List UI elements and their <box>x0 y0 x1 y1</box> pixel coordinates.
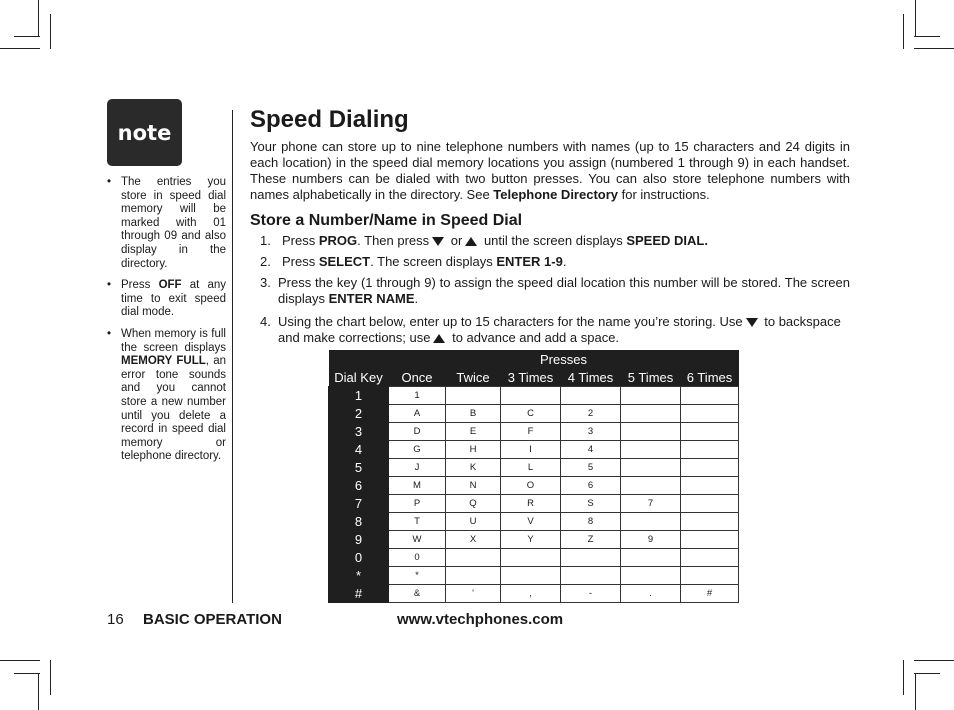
note-item: • Press OFF at any time to exit speed dial mode. <box>107 279 226 320</box>
table-cell <box>681 567 739 585</box>
table-cell <box>621 423 681 441</box>
table-cell: P <box>389 495 446 513</box>
crop-mark <box>38 673 39 710</box>
table-cell: 0 <box>389 549 446 567</box>
dial-key-cell: # <box>329 585 389 603</box>
dial-key-cell: 3 <box>329 423 389 441</box>
step-1: 1. Press PROG. Then press or until the screen displays SPEED DIAL. <box>260 233 708 248</box>
table-cell <box>681 441 739 459</box>
presses-header: Presses <box>389 350 739 368</box>
note-item: • When memory is full the screen displays MEMORY FULL, an error tone sounds and you cannot store a new number until you delete a record in speed dial memory or telephone directory. <box>107 328 226 464</box>
table-row <box>329 567 739 585</box>
crop-mark <box>0 48 40 49</box>
table-cell <box>561 567 621 585</box>
page-title: Speed Dialing <box>250 106 409 133</box>
down-arrow-icon <box>432 237 444 246</box>
note-item: • The entries you store in speed dial memory will be marked with 01 through 09 and also display in the directory. <box>107 176 226 271</box>
table-row <box>329 387 739 405</box>
column-header: 5 Times <box>621 368 681 387</box>
dial-key-cell: 5 <box>329 459 389 477</box>
table-cell: A <box>389 405 446 423</box>
table-cell: 5 <box>561 459 621 477</box>
section-name: BASIC OPERATION <box>143 611 282 628</box>
table-cell: 4 <box>561 441 621 459</box>
crop-mark <box>914 48 954 49</box>
crop-mark <box>903 14 904 49</box>
table-row <box>329 441 739 459</box>
table-cell <box>621 477 681 495</box>
table-cell: ' <box>446 585 501 603</box>
table-row <box>329 405 739 423</box>
table-cell <box>501 567 561 585</box>
table-cell: O <box>501 477 561 495</box>
table-row <box>329 495 739 513</box>
column-header: 3 Times <box>501 368 561 387</box>
table-cell <box>681 477 739 495</box>
page-number: 16 <box>107 611 124 628</box>
column-header: Twice <box>446 368 501 387</box>
note-badge: note <box>107 99 182 166</box>
header-row <box>329 368 739 387</box>
table-cell <box>621 387 681 405</box>
table-cell <box>681 495 739 513</box>
table-cell: F <box>501 423 561 441</box>
table-cell: 8 <box>561 513 621 531</box>
table-cell <box>446 387 501 405</box>
table-cell: & <box>389 585 446 603</box>
table-cell: W <box>389 531 446 549</box>
table-cell: 3 <box>561 423 621 441</box>
crop-mark <box>914 660 954 661</box>
column-header: Dial Key <box>329 368 389 387</box>
table-cell: V <box>501 513 561 531</box>
table-row <box>329 585 739 603</box>
dial-key-cell: 1 <box>329 387 389 405</box>
table-cell <box>621 441 681 459</box>
crop-mark <box>0 660 40 661</box>
dial-key-cell: 8 <box>329 513 389 531</box>
crop-mark <box>903 660 904 695</box>
column-header: Once <box>389 368 446 387</box>
table-row <box>329 477 739 495</box>
dial-key-cell: * <box>329 567 389 585</box>
table-cell <box>501 387 561 405</box>
down-arrow-icon <box>746 318 758 327</box>
table-cell <box>681 405 739 423</box>
table-cell <box>621 405 681 423</box>
up-arrow-icon <box>433 334 445 343</box>
crop-mark <box>38 0 39 36</box>
column-header: 6 Times <box>681 368 739 387</box>
table-cell: R <box>501 495 561 513</box>
crop-mark <box>50 660 51 695</box>
table-cell: C <box>501 405 561 423</box>
crop-mark <box>14 673 40 674</box>
table-cell: # <box>681 585 739 603</box>
table-cell: S <box>561 495 621 513</box>
website-url: www.vtechphones.com <box>397 611 564 628</box>
table-cell <box>681 387 739 405</box>
crop-mark <box>914 673 940 674</box>
crop-mark <box>14 36 40 37</box>
step-4: 4. Using the chart below, enter up to 15 characters for the name you’re storing. Use to backspace and make corrections; use to advance and add a space. <box>260 314 841 345</box>
table-cell: 7 <box>621 495 681 513</box>
table-row <box>329 459 739 477</box>
table-cell <box>681 549 739 567</box>
dial-key-cell: 7 <box>329 495 389 513</box>
table-cell: U <box>446 513 501 531</box>
crop-mark <box>50 14 51 49</box>
table-cell: - <box>561 585 621 603</box>
table-cell: L <box>501 459 561 477</box>
dial-key-cell: 4 <box>329 441 389 459</box>
table-cell: I <box>501 441 561 459</box>
table-cell <box>681 459 739 477</box>
crop-mark <box>915 673 916 710</box>
table-cell: Y <box>501 531 561 549</box>
table-row <box>329 549 739 567</box>
table-cell <box>681 531 739 549</box>
up-arrow-icon <box>465 237 477 246</box>
table-cell: 2 <box>561 405 621 423</box>
table-cell: D <box>389 423 446 441</box>
table-cell <box>681 423 739 441</box>
crop-mark <box>915 0 916 36</box>
table-cell: H <box>446 441 501 459</box>
table-cell: J <box>389 459 446 477</box>
table-cell: Z <box>561 531 621 549</box>
table-cell: X <box>446 531 501 549</box>
table-cell: M <box>389 477 446 495</box>
table-cell: B <box>446 405 501 423</box>
table-cell: * <box>389 567 446 585</box>
dial-key-cell: 6 <box>329 477 389 495</box>
table-cell: 6 <box>561 477 621 495</box>
table-cell: , <box>501 585 561 603</box>
sidebar-notes <box>107 176 226 472</box>
table-cell: Q <box>446 495 501 513</box>
table-cell <box>621 567 681 585</box>
character-chart <box>328 350 739 603</box>
section-heading: Store a Number/Name in Speed Dial <box>250 212 523 229</box>
dial-key-cell: 0 <box>329 549 389 567</box>
table-cell <box>561 387 621 405</box>
table-cell: K <box>446 459 501 477</box>
column-header: 4 Times <box>561 368 621 387</box>
table-cell <box>621 459 681 477</box>
dial-key-cell: 9 <box>329 531 389 549</box>
table-cell: . <box>621 585 681 603</box>
table-cell <box>446 549 501 567</box>
table-cell <box>621 549 681 567</box>
dial-key-cell: 2 <box>329 405 389 423</box>
table-cell <box>446 567 501 585</box>
table-row <box>329 531 739 549</box>
table-row <box>329 513 739 531</box>
table-cell: E <box>446 423 501 441</box>
header-cell <box>329 350 389 368</box>
step-2: 2. Press SELECT. The screen displays ENTER 1-9. <box>260 254 567 269</box>
table-cell <box>621 513 681 531</box>
table-row <box>329 423 739 441</box>
table-cell: G <box>389 441 446 459</box>
table-cell: 9 <box>621 531 681 549</box>
table-cell: N <box>446 477 501 495</box>
table-cell <box>501 549 561 567</box>
table-cell <box>681 513 739 531</box>
crop-mark <box>914 36 940 37</box>
table-cell <box>561 549 621 567</box>
intro-paragraph: Your phone can store up to nine telephone numbers with names (up to 15 characters and 24 digits in each location) in the speed dial memory locations you assign (numbered 1 through 9) in each handset. These numbers can be dialed with two button presses. You can also store telephone numbers with names alphabetically in the directory. See Telephone Directory for instructions. <box>250 139 850 202</box>
step-3: 3. Press the key (1 through 9) to assign the speed dial location this number will be stored. The screen displays ENTER NAME. <box>260 275 850 306</box>
table-cell: T <box>389 513 446 531</box>
divider-line <box>232 110 233 603</box>
table-cell: 1 <box>389 387 446 405</box>
